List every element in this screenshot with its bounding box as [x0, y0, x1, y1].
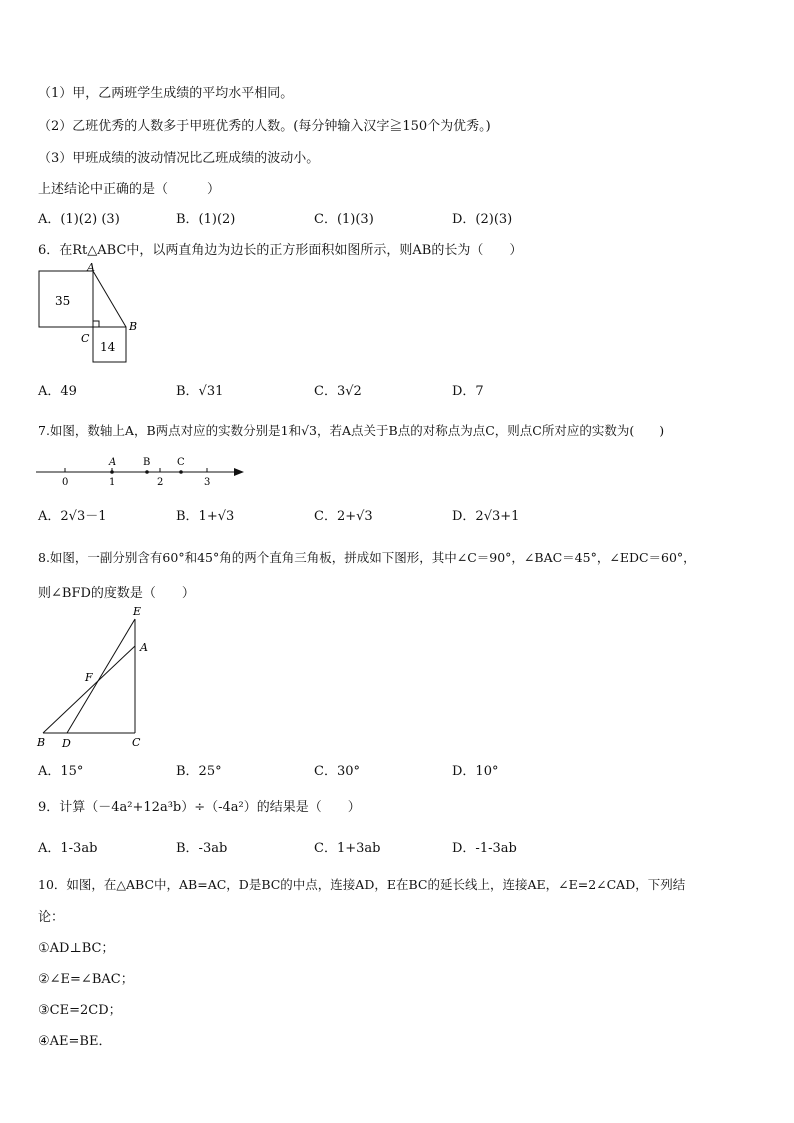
- q8-line-ba: [43, 646, 135, 733]
- q5-prompt: 上述结论中正确的是（ ）: [38, 182, 221, 197]
- q7-point-label-b: B: [143, 457, 151, 468]
- q7-axis-arrow: [234, 468, 244, 476]
- q9-option-d: D．-1-3ab: [452, 841, 517, 856]
- q8-label-d: D: [62, 737, 71, 750]
- q7-number-line: [30, 452, 260, 490]
- q7-options: [38, 505, 738, 523]
- q7-tick-label-1: 1: [109, 477, 116, 488]
- q9-stem: 9．计算（－4a²+12a³b）÷（-4a²）的结果是（ ）: [38, 800, 361, 815]
- q7-option-d: D．2√3+1: [452, 509, 520, 524]
- q5-statement-2: （2）乙班优秀的人数多于甲班优秀的人数。(每分钟输入汉字≧150个为优秀。): [38, 119, 491, 134]
- q7-tick-label-2: 2: [157, 477, 164, 488]
- q5-option-d: D．(2)(3): [452, 212, 513, 227]
- q6-area-small: 14: [100, 340, 116, 354]
- q6-area-large: 35: [55, 294, 71, 308]
- q8-label-e: E: [133, 605, 142, 618]
- q6-hypotenuse: [93, 271, 126, 327]
- q8-label-f: F: [85, 671, 93, 684]
- q5-option-a: A．(1)(2) (3): [38, 212, 120, 227]
- q6-label-b: B: [129, 320, 138, 333]
- q10-stem: 10．如图，在△ABC中，AB=AC，D是BC的中点，连接AD，E在BC的延长线上，连接AE，∠E=2∠CAD，下列结: [38, 877, 686, 892]
- q8-line-de: [67, 619, 135, 733]
- q6-label-a: A: [87, 261, 95, 274]
- q6-option-d: D．7: [452, 384, 484, 399]
- q5-option-b: B．(1)(2): [176, 212, 236, 227]
- q6-right-angle-mark: [93, 321, 99, 327]
- q8-stem-line-2: 则∠BFD的度数是（ ）: [38, 586, 195, 601]
- q8-option-c: C．30°: [314, 764, 360, 779]
- q10-stem-line-2: 论：: [38, 910, 65, 925]
- q7-option-c: C．2+√3: [314, 509, 373, 524]
- q10-conclusion-1: ①AD⊥BC；: [38, 941, 115, 956]
- q5-options: [38, 208, 738, 226]
- q5-option-c: C．(1)(3): [314, 212, 374, 227]
- q6-stem: 6．在Rt△ABC中，以两直角边为边长的正方形面积如图所示，则AB的长为（ ）: [38, 243, 523, 258]
- q8-label-b: B: [37, 736, 46, 749]
- q7-point-b: [145, 470, 149, 474]
- q8-label-a: A: [140, 641, 148, 654]
- q7-tick-label-3: 3: [204, 477, 211, 488]
- q10-conclusion-4: ④AE=BE．: [38, 1034, 112, 1049]
- q7-tick-label-0: 0: [62, 477, 69, 488]
- q7-point-label-a: A: [109, 457, 117, 468]
- q7-option-b: B．1+√3: [176, 509, 235, 524]
- q9-option-a: A．1-3ab: [38, 841, 98, 856]
- q6-option-c: C．3√2: [314, 384, 362, 399]
- q5-statement-3: （3）甲班成绩的波动情况比乙班成绩的波动小。: [38, 151, 320, 166]
- q7-point-label-c: C: [177, 457, 185, 468]
- q8-option-d: D．10°: [452, 764, 499, 779]
- q8-options: [38, 760, 738, 778]
- q8-stem: 8.如图，一副分别含有60°和45°角的两个直角三角板，拼成如下图形，其中∠C＝90°，∠BAC＝45°，∠EDC＝60°，: [38, 550, 696, 565]
- q6-figure: [30, 258, 150, 370]
- q8-option-a: A．15°: [38, 764, 84, 779]
- q6-label-c: C: [81, 332, 90, 345]
- q7-stem: 7.如图，数轴上A，B两点对应的实数分别是1和√3，若A点关于B点的对称点为点C，则点C所对应的实数为( ): [38, 423, 665, 438]
- q5-statement-1: （1）甲，乙两班学生成绩的平均水平相同。: [38, 86, 294, 101]
- q8-label-c: C: [132, 736, 141, 749]
- q9-option-b: B．-3ab: [176, 841, 228, 856]
- q10-conclusion-2: ②∠E=∠BAC；: [38, 972, 134, 987]
- q8-option-b: B．25°: [176, 764, 222, 779]
- q9-options: [38, 837, 738, 855]
- q10-conclusion-3: ③CE=2CD；: [38, 1003, 122, 1018]
- q8-figure: [30, 603, 160, 753]
- q6-options: [38, 380, 738, 398]
- q7-point-a: [110, 470, 114, 474]
- q7-point-c: [179, 470, 183, 474]
- q9-option-c: C．1+3ab: [314, 841, 381, 856]
- q6-option-a: A．49: [38, 384, 77, 399]
- q6-option-b: B．√31: [176, 384, 224, 399]
- q7-option-a: A．2√3－1: [38, 509, 107, 524]
